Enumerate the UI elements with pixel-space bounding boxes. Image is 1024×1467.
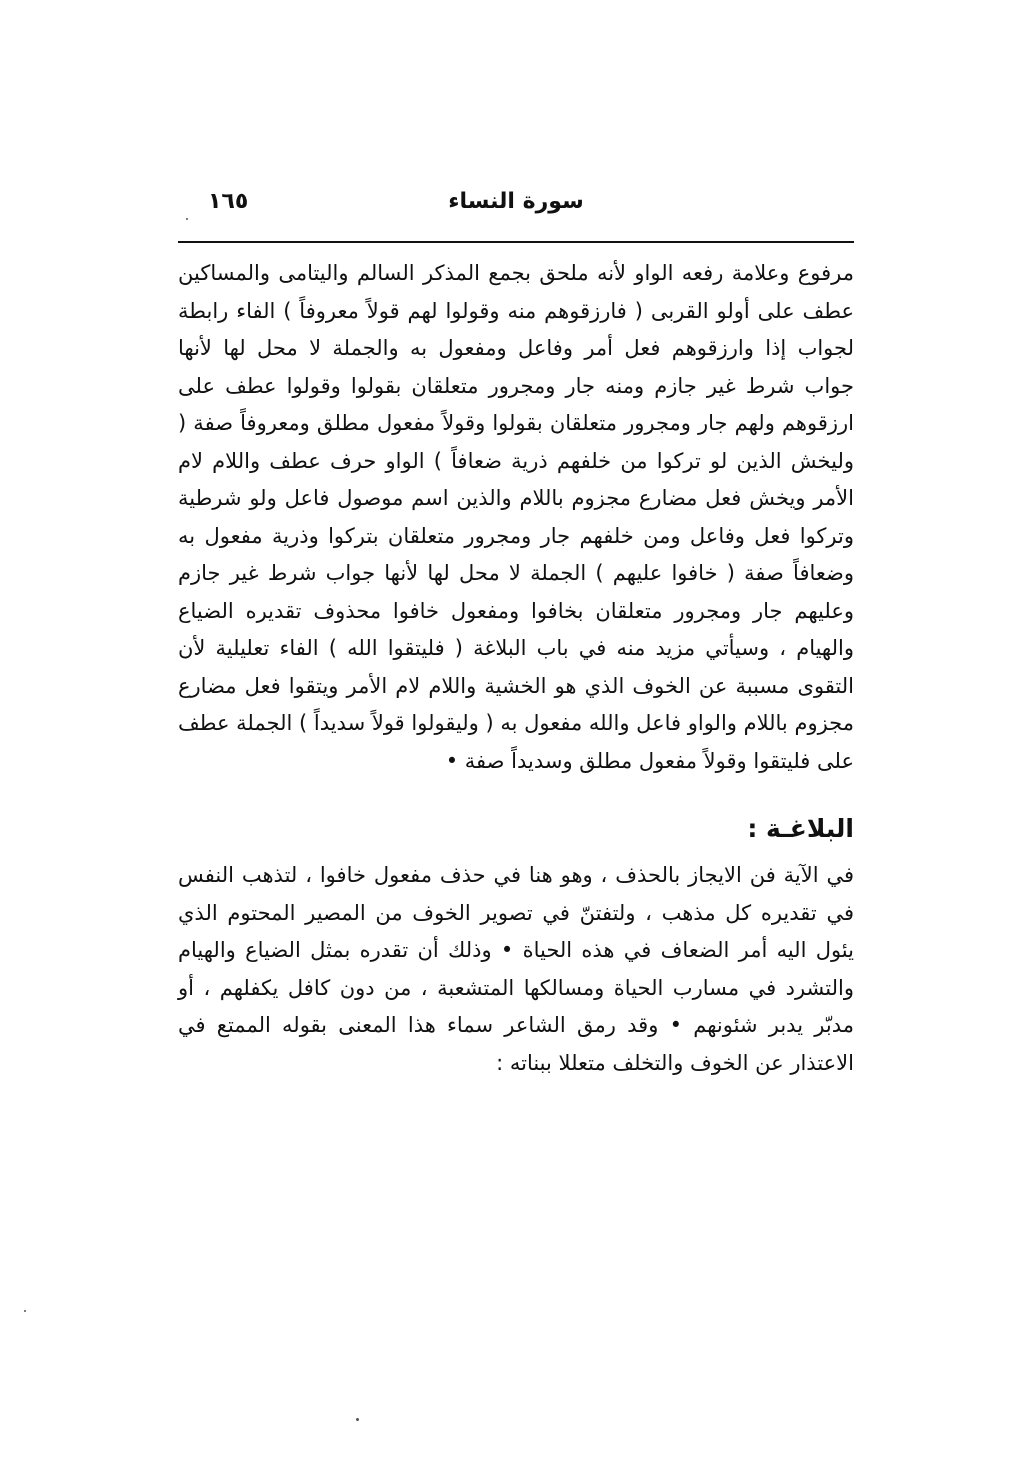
irab-paragraph: مرفوع وعلامة رفعه الواو لأنه ملحق بجمع المذكر السالم واليتامى والمساكين عطف على أولو القربى ( فارزقوهم منه وقولوا لهم قولاً معروفاً ) الفاء رابطة لجواب إذا وارزقوهم فعل أمر وفاعل ومفعول به والجملة لا محل لها لأنها جواب شرط غير جازم ومنه جار ومجرور متعلقان بقولوا وقولوا عطف على ارزقوهم ولهم جار ومجرور متعلقان بقولوا وقولاً مفعول مطلق ومعروفاً صفة ( وليخش الذين لو تركوا من خلفهم ذرية ضعافاً ) الواو حرف عطف واللام لام الأمر ويخش فعل مضارع مجزوم باللام والذين اسم موصول فاعل ولو شرطية وتركوا فعل وفاعل ومن خلفهم جار ومجرور متعلقان بتركوا وذرية مفعول به وضعافاً صفة ( خافوا عليهم ) الجملة لا محل لها لأنها جواب شرط غير جازم وعليهم جار ومجرور متعلقان بخافوا ومفعول خافوا محذوف تقديره الضياع والهيام ، وسيأتي مزيد منه في باب البلاغة ( فليتقوا الله ) الفاء تعليلية لأن التقوى مسببة عن الخوف الذي هو الخشية واللام لام الأمر ويتقوا فعل مضارع مجزوم باللام والواو فاعل والله مفعول به ( وليقولوا قولاً سديداً ) الجملة عطف على فليتقوا وقولاً مفعول مطلق وسديداً صفة • (178, 261, 854, 773)
page-header (178, 185, 854, 229)
surah-title: سورة النساء (448, 189, 584, 214)
header-rule (178, 241, 854, 243)
scan-speck (356, 1418, 359, 1421)
scan-speck (186, 218, 188, 220)
balagha-paragraph: في الآية فن الايجاز بالحذف ، وهو هنا في حذف مفعول خافوا ، لتذهب النفس في تقديره كل مذهب ، ولتفتنّ في تصوير الخوف من المصير المحتوم الذي يئول اليه أمر الضعاف في هذه الحياة • وذلك أن تقدره بمثل الضياع والهيام والتشرد في مسارب الحياة ومسالكها المتشعبة ، من دون كافل يكفلهم ، أو مدبّر يدبر شئونهم • وقد رمق الشاعر سماء هذا المعنى بقوله الممتع في الاعتذار عن الخوف والتخلف متعللا ببناته : (178, 863, 854, 1075)
book-page (178, 185, 854, 1082)
page-number: ١٦٥ (208, 189, 249, 214)
balagha-heading: البلاغـة : (747, 814, 854, 843)
scan-speck (24, 1310, 26, 1312)
